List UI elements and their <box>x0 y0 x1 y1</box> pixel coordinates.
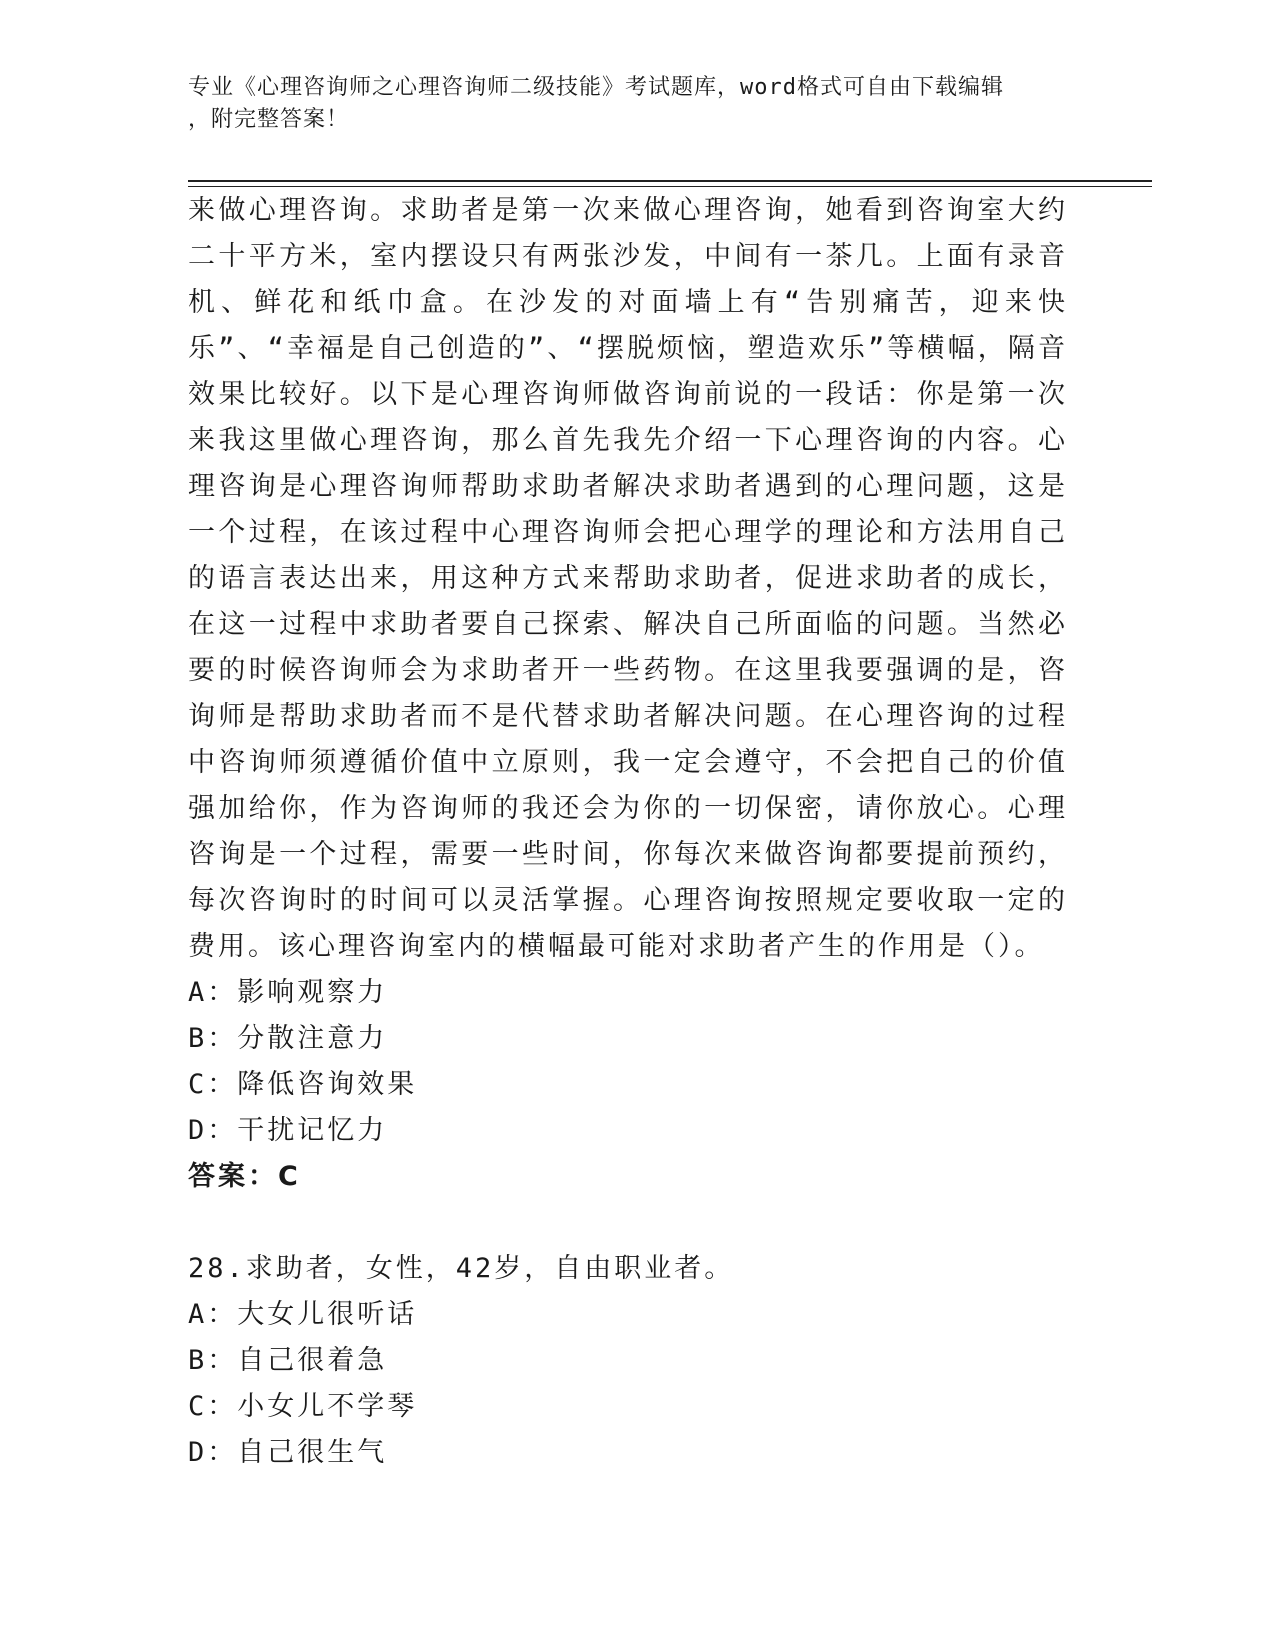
document-header <box>188 72 1068 136</box>
header-title-line1: 专业《心理咨询师之心理咨询师二级技能》考试题库，word格式可自由下载编辑 <box>188 75 1004 100</box>
question-1-option-a: A：影响观察力 <box>188 977 388 1008</box>
document-body <box>188 188 1068 1476</box>
question-2-option-b: B：自己很着急 <box>188 1345 388 1376</box>
header-rule-thin <box>188 186 1152 187</box>
question-2-text: 28.求助者，女性，42岁，自由职业者。 <box>188 1253 735 1284</box>
header-rule-thick <box>188 180 1152 182</box>
question-2-option-c: C：小女儿不学琴 <box>188 1391 418 1422</box>
question-1-option-d: D：干扰记忆力 <box>188 1115 388 1146</box>
question-2-option-d: D：自己很生气 <box>188 1437 388 1468</box>
header-title-line2: ，附完整答案！ <box>188 107 350 132</box>
question-1-text: 来做心理咨询。求助者是第一次来做心理咨询，她看到咨询室大约二十平方米，室内摆设只有两张沙发，中间有一茶几。上面有录音机、鲜花和纸巾盒。在沙发的对面墙上有“告别痛苦，迎来快乐”、“幸福是自己创造的”、“摆脱烦恼，塑造欢乐”等横幅，隔音效果比较好。以下是心理咨询师做咨询前说的一段话：你是第一次来我这里做心理咨询，那么首先我先介绍一下心理咨询的内容。心理咨询是心理咨询师帮助求助者解决求助者遇到的心理问题，这是一个过程，在该过程中心理咨询师会把心理学的理论和方法用自己的语言表达出来，用这种方式来帮助求助者，促进求助者的成长，在这一过程中求助者要自己探索、解决自己所面临的问题。当然必要的时候咨询师会为求助者开一些药物。在这里我要强调的是，咨询师是帮助求助者而不是代替求助者解决问题。在心理咨询的过程中咨询师须遵循价值中立原则，我一定会遵守，不会把自己的价值强加给你，作为咨询师的我还会为你的一切保密，请你放心。心理咨询是一个过程，需要一些时间，你每次来做咨询都要提前预约，每次咨询时的时间可以灵活掌握。心理咨询按照规定要收取一定的费用。该心理咨询室内的横幅最可能对求助者产生的作用是（）。 <box>188 195 1068 962</box>
question-1-option-b: B：分散注意力 <box>188 1023 388 1054</box>
question-1-answer: 答案：C <box>188 1161 301 1192</box>
question-2-option-a: A：大女儿很听话 <box>188 1299 418 1330</box>
question-1-option-c: C：降低咨询效果 <box>188 1069 418 1100</box>
